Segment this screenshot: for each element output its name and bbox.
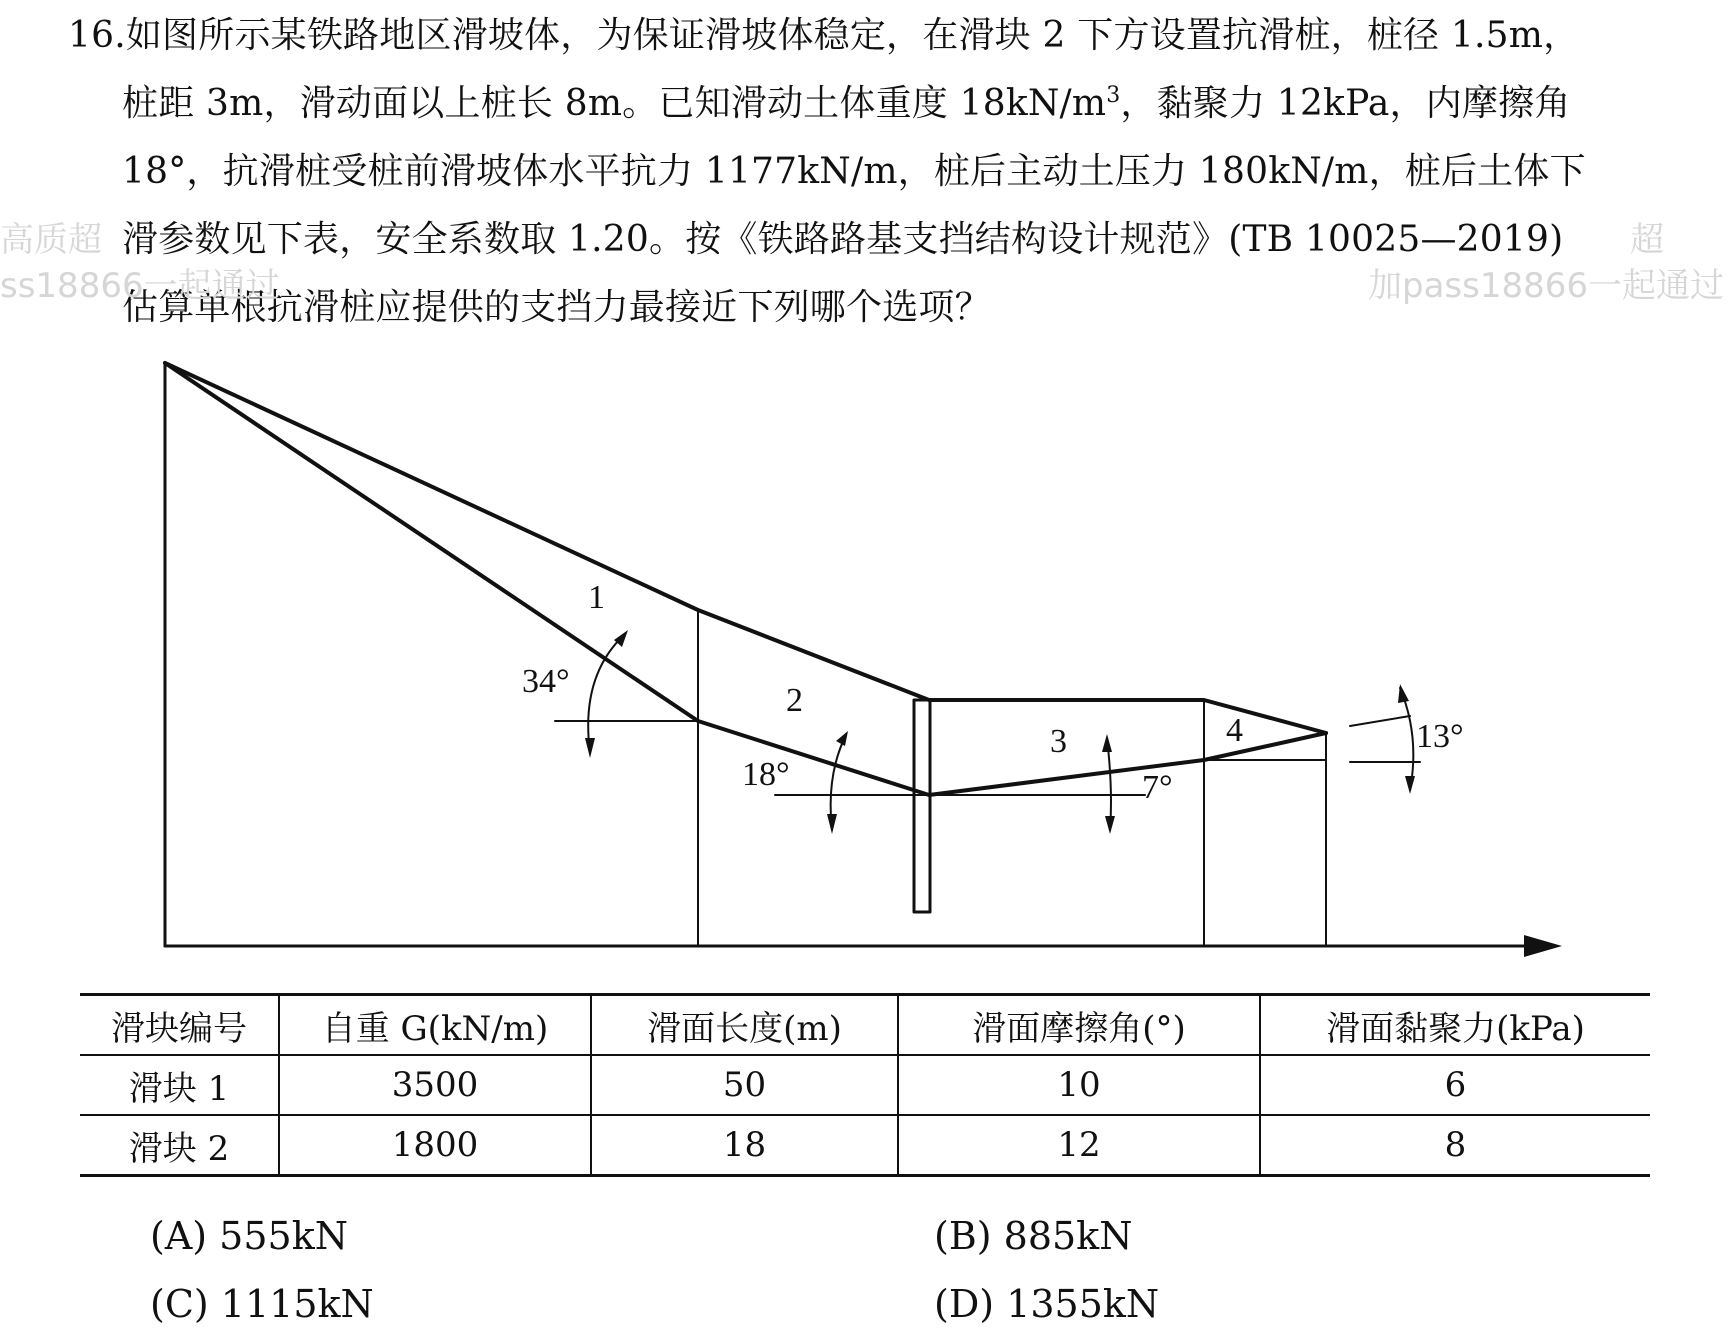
table-row xyxy=(80,1055,1650,1115)
axis-arrowhead xyxy=(1524,935,1562,957)
sliding-surface xyxy=(165,363,1326,795)
angle-label-7: 7° xyxy=(1142,769,1173,806)
option-d[interactable]: (D) 1355kN xyxy=(934,1282,1160,1326)
arrowhead-7-bottom xyxy=(1105,816,1115,834)
table-cell: 3500 xyxy=(279,1055,591,1115)
option-c[interactable]: (C) 1115kN xyxy=(150,1282,374,1326)
question-line-2-a: 桩距 3m，滑动面以上桩长 8m。已知滑动土体重度 18kN/m xyxy=(122,83,1107,124)
table-header-cell: 滑面黏聚力(kPa) xyxy=(1260,995,1650,1056)
table-cell: 50 xyxy=(591,1055,898,1115)
angle-arc-13 xyxy=(1400,688,1413,790)
table-header-cell: 滑面长度(m) xyxy=(591,995,898,1056)
table-cell: 18 xyxy=(591,1115,898,1176)
arrowhead-34-bottom xyxy=(585,738,595,758)
angle-label-18: 18° xyxy=(742,756,790,793)
table-header-cell: 自重 G(kN/m) xyxy=(279,995,591,1056)
table-cell: 12 xyxy=(898,1115,1260,1176)
table-cell: 滑块 1 xyxy=(80,1055,279,1115)
slide-parameter-table xyxy=(80,993,1650,1177)
question-line-1: 16.如图所示某铁路地区滑坡体，为保证滑坡体稳定，在滑块 2 下方设置抗滑桩，桩径 1.5m， xyxy=(68,15,1580,56)
arrowhead-18-top xyxy=(836,731,848,746)
question-line-2-b: ，黏聚力 12kPa，内摩擦角 xyxy=(1120,83,1571,124)
table-cell: 10 xyxy=(898,1055,1260,1115)
ref-line-13-top xyxy=(1350,716,1410,726)
table-header-cell: 滑块编号 xyxy=(80,995,279,1056)
block-label-3: 3 xyxy=(1050,723,1067,760)
table-cell: 6 xyxy=(1260,1055,1650,1115)
question-line-3: 18°，抗滑桩受桩前滑坡体水平抗力 1177kN/m，桩后主动土压力 180kN/m，桩后土体下 xyxy=(122,151,1586,192)
table-header-cell: 滑面摩擦角(°) xyxy=(898,995,1260,1056)
table-header-row xyxy=(80,995,1650,1056)
watermark-right-top: 超 xyxy=(1630,220,1664,260)
watermark-right-bottom: 加pass18866一起通过 xyxy=(1368,266,1725,306)
watermark-left-bottom: ss18866一起通过 xyxy=(0,266,280,306)
table-cell: 8 xyxy=(1260,1115,1650,1176)
unit-superscript: 3 xyxy=(1106,83,1121,108)
arrowhead-13-top xyxy=(1398,684,1409,703)
question-line-5: 估算单根抗滑桩应提供的支挡力最接近下列哪个选项？ xyxy=(122,287,991,328)
arrowhead-13-bottom xyxy=(1405,776,1415,794)
option-a[interactable]: (A) 555kN xyxy=(150,1214,348,1258)
anti-slide-pile xyxy=(914,700,930,912)
question-line-4: 滑参数见下表，安全系数取 1.20。按《铁路路基支挡结构设计规范》(TB 10025—2019) xyxy=(122,219,1564,260)
arrowhead-18-bottom xyxy=(827,814,837,834)
option-b[interactable]: (B) 885kN xyxy=(934,1214,1133,1258)
table-row xyxy=(80,1115,1650,1176)
ground-surface xyxy=(165,363,1326,733)
angle-label-13: 13° xyxy=(1416,718,1464,755)
block-label-2: 2 xyxy=(786,682,803,719)
table-cell: 1800 xyxy=(279,1115,591,1176)
arrowhead-7-top xyxy=(1102,734,1112,752)
block-label-4: 4 xyxy=(1226,712,1243,749)
watermark-left-top: 高质超 xyxy=(0,220,102,260)
table-cell: 滑块 2 xyxy=(80,1115,279,1176)
angle-label-34: 34° xyxy=(522,663,570,700)
block-label-1: 1 xyxy=(588,579,605,616)
